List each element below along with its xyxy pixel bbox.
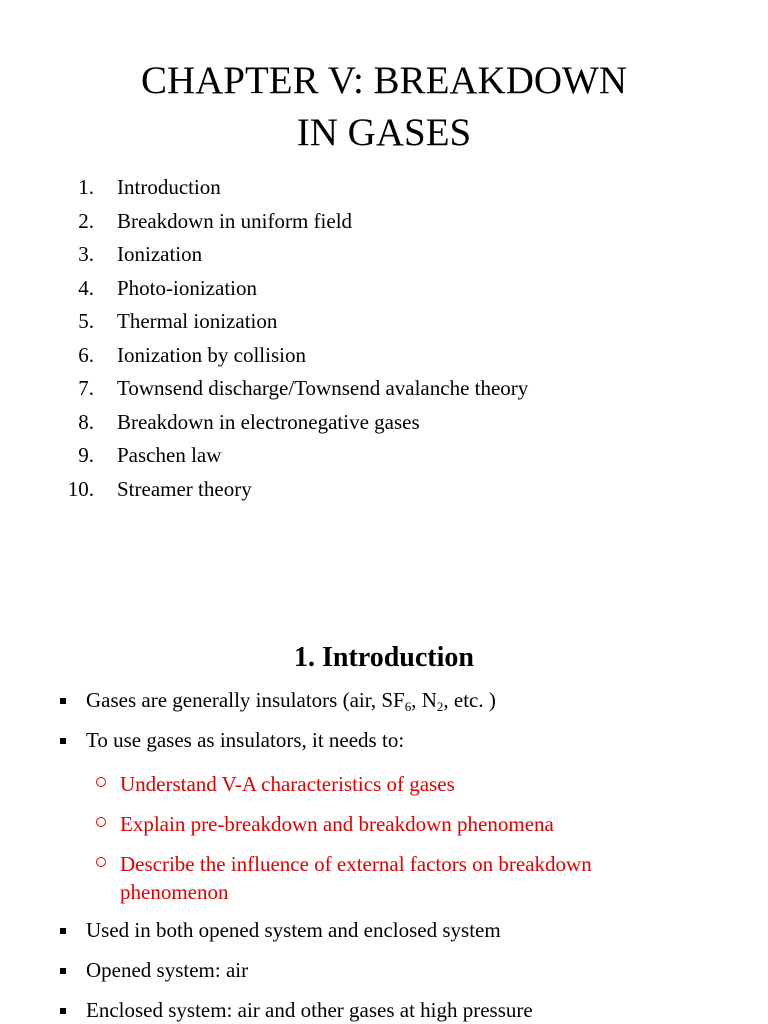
sub-bullet-text: Describe the influence of external factors on breakdown phenomenon xyxy=(120,852,592,904)
toc-number: 8. xyxy=(78,409,94,434)
toc-text: Introduction xyxy=(117,175,221,199)
toc-number: 4. xyxy=(78,275,94,300)
toc-number: 6. xyxy=(78,342,94,367)
bullet-text xyxy=(86,686,496,714)
toc-text: Breakdown in uniform field xyxy=(117,208,353,233)
toc-text: Ionization xyxy=(117,242,203,266)
subscript: 2 xyxy=(436,699,444,714)
toc-number: 5. xyxy=(78,309,94,333)
toc-number: 2. xyxy=(78,208,94,233)
circle-bullet-icon xyxy=(96,777,106,787)
square-bullet-icon xyxy=(60,698,66,704)
toc-text: Photo-ionization xyxy=(117,275,257,300)
square-bullet-icon xyxy=(60,928,66,934)
toc-text: Townsend discharge/Townsend avalanche theory xyxy=(117,376,529,400)
bullet-text-part: Gases are generally insulators (air, SF xyxy=(86,688,405,712)
chapter-title xyxy=(0,55,768,159)
toc-text: Streamer theory xyxy=(117,476,252,501)
square-bullet-icon xyxy=(60,968,66,974)
chapter-title-line1: CHAPTER V: BREAKDOWN xyxy=(140,59,628,102)
bullet-text: To use gases as insulators, it needs to: xyxy=(86,728,405,752)
bullet-text: Opened system: air xyxy=(86,958,249,982)
toc-number: 1. xyxy=(78,175,94,199)
toc-number: 3. xyxy=(78,242,94,266)
toc-number: 9. xyxy=(78,443,94,467)
bullet-text-part: , N xyxy=(411,688,437,712)
bullet-text: Used in both opened system and enclosed system xyxy=(86,918,501,942)
toc-text: Breakdown in electronegative gases xyxy=(117,409,420,434)
toc-text: Ionization by collision xyxy=(117,342,306,367)
sub-bullet-text: Explain pre-breakdown and breakdown phenomena xyxy=(120,812,554,836)
sub-bullet-text: Understand V-A characteristics of gases xyxy=(120,772,455,796)
toc-text: Thermal ionization xyxy=(117,309,278,333)
slide-introduction xyxy=(0,600,768,1024)
section-heading: 1. Introduction xyxy=(294,642,474,673)
bullet-text: Enclosed system: air and other gases at high pressure xyxy=(86,998,533,1022)
chapter-title-line2: IN GASES xyxy=(296,111,472,154)
circle-bullet-icon xyxy=(96,857,106,867)
circle-bullet-icon xyxy=(96,817,106,827)
subscript: 6 xyxy=(404,699,412,714)
square-bullet-icon xyxy=(60,1008,66,1014)
toc-text: Paschen law xyxy=(117,443,222,467)
bullet-text-part: , etc. ) xyxy=(443,688,496,712)
toc-number: 10. xyxy=(67,476,94,501)
toc-number: 7. xyxy=(78,376,94,400)
square-bullet-icon xyxy=(60,738,66,744)
